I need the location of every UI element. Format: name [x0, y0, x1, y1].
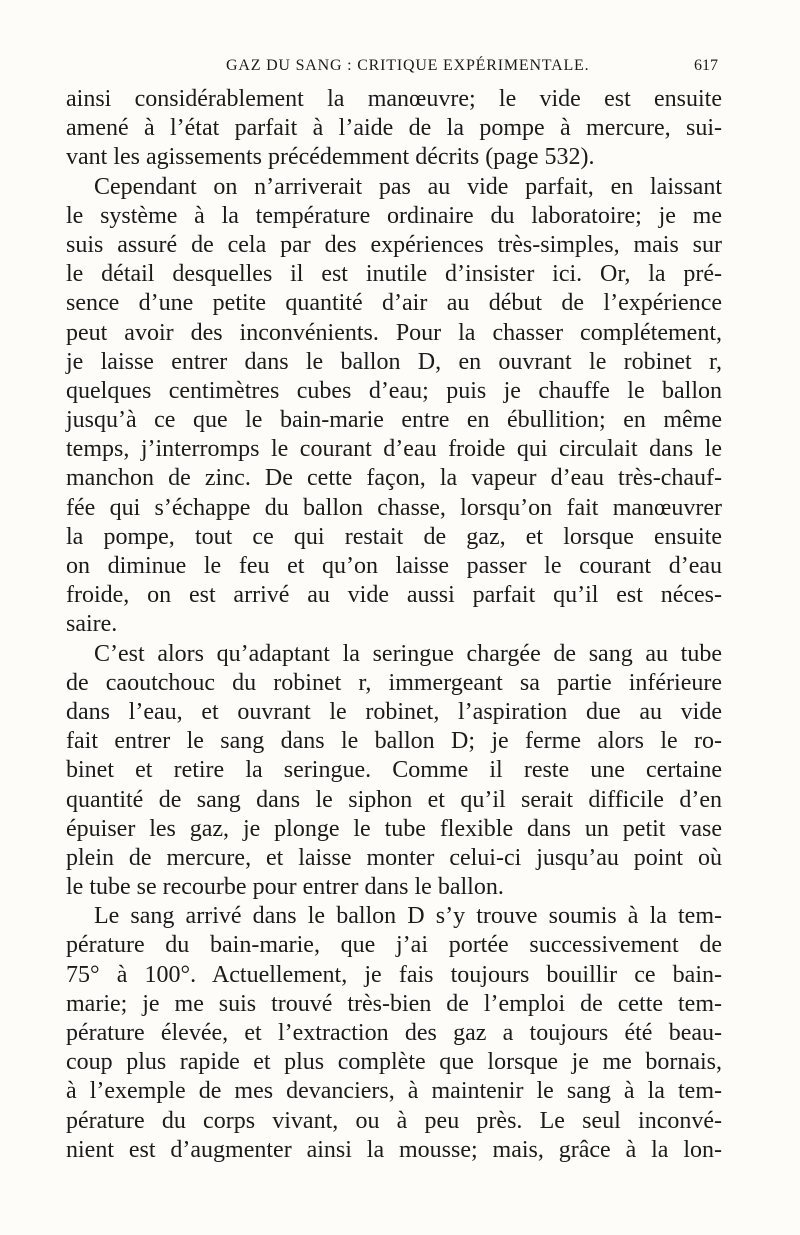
- running-header: [0, 57, 800, 83]
- text-line: nient est d’augmenter ainsi la mousse; mais, grâce à la lon-: [66, 1136, 722, 1163]
- text-line: suis assuré de cela par des expériences très-simples, mais sur: [66, 231, 722, 258]
- text-line: manchon de zinc. De cette façon, la vapeur d’eau très-chauf-: [66, 465, 722, 492]
- text-line: plein de mercure, et laisse monter celui-ci jusqu’au point où: [66, 844, 722, 871]
- text-line: vant les agissements précédemment décrits (page 532).: [66, 144, 595, 171]
- text-line: dans l’eau, et ouvrant le robinet, l’aspiration due au vide: [66, 698, 722, 725]
- text-line: coup plus rapide et plus complète que lorsque je me bornais,: [66, 1049, 722, 1076]
- text-line: de caoutchouc du robinet r, immergeant sa partie inférieure: [66, 669, 722, 696]
- text-line: marie; je me suis trouvé très-bien de l’emploi de cette tem-: [66, 990, 722, 1017]
- text-line: peut avoir des inconvénients. Pour la chasser complétement,: [66, 319, 722, 346]
- paragraph: [66, 640, 722, 903]
- text-line: quantité de sang dans le siphon et qu’il serait difficile d’en: [66, 786, 722, 813]
- paragraph: [66, 85, 722, 173]
- text-line: froide, on est arrivé au vide aussi parfait qu’il est néces-: [66, 582, 722, 609]
- text-line: sence d’une petite quantité d’air au début de l’expérience: [66, 290, 722, 317]
- text-line: quelques centimètres cubes d’eau; puis je chauffe le ballon: [66, 377, 722, 404]
- text-line: le détail desquelles il est inutile d’insister ici. Or, la pré-: [66, 261, 722, 288]
- text-line: Cependant on n’arriverait pas au vide parfait, en laissant: [94, 173, 722, 200]
- page-number: 617: [694, 57, 718, 74]
- text-line: le tube se recourbe pour entrer dans le ballon.: [66, 874, 504, 901]
- text-line: on diminue le feu et qu’on laisse passer le courant d’eau: [66, 553, 722, 579]
- text-line: saire.: [66, 611, 118, 638]
- text-line: je laisse entrer dans le ballon D, en ouvrant le robinet r,: [66, 348, 722, 375]
- running-head-title: GAZ DU SANG : CRITIQUE EXPÉRIMENTALE.: [226, 57, 590, 74]
- text-line: binet et retire la seringue. Comme il reste une certaine: [66, 757, 722, 784]
- text-line: amené à l’état parfait à l’aide de la pompe à mercure, sui-: [66, 115, 722, 142]
- paragraph: [66, 173, 722, 640]
- text-line: 75° à 100°. Actuellement, je fais toujours bouillir ce bain-: [66, 961, 722, 988]
- text-line: épuiser les gaz, je plonge le tube flexible dans un petit vase: [66, 815, 722, 842]
- text-line: jusqu’à ce que le bain-marie entre en ébullition; en même: [66, 407, 722, 434]
- text-line: C’est alors qu’adaptant la seringue chargée de sang au tube: [94, 640, 722, 667]
- body-text: [66, 85, 722, 1165]
- text-line: fait entrer le sang dans le ballon D; je ferme alors le ro-: [66, 728, 722, 755]
- paragraph: [66, 902, 722, 1165]
- text-line: pérature du corps vivant, ou à peu près. Le seul inconvé-: [66, 1107, 722, 1134]
- text-line: Le sang arrivé dans le ballon D s’y trouve soumis à la tem-: [94, 903, 722, 930]
- text-line: à l’exemple de mes devanciers, à maintenir le sang à la tem-: [66, 1078, 722, 1105]
- text-line: ainsi considérablement la manœuvre; le vide est ensuite: [66, 86, 722, 112]
- text-line: pérature du bain-marie, que j’ai portée successivement de: [66, 932, 722, 959]
- text-line: la pompe, tout ce qui restait de gaz, et lorsque ensuite: [66, 523, 722, 550]
- text-line: fée qui s’échappe du ballon chasse, lorsqu’on fait manœuvrer: [66, 494, 722, 521]
- text-line: le système à la température ordinaire du laboratoire; je me: [66, 202, 722, 229]
- text-line: pérature élevée, et l’extraction des gaz a toujours été beau-: [66, 1020, 722, 1046]
- text-line: temps, j’interromps le courant d’eau froide qui circulait dans le: [66, 436, 722, 463]
